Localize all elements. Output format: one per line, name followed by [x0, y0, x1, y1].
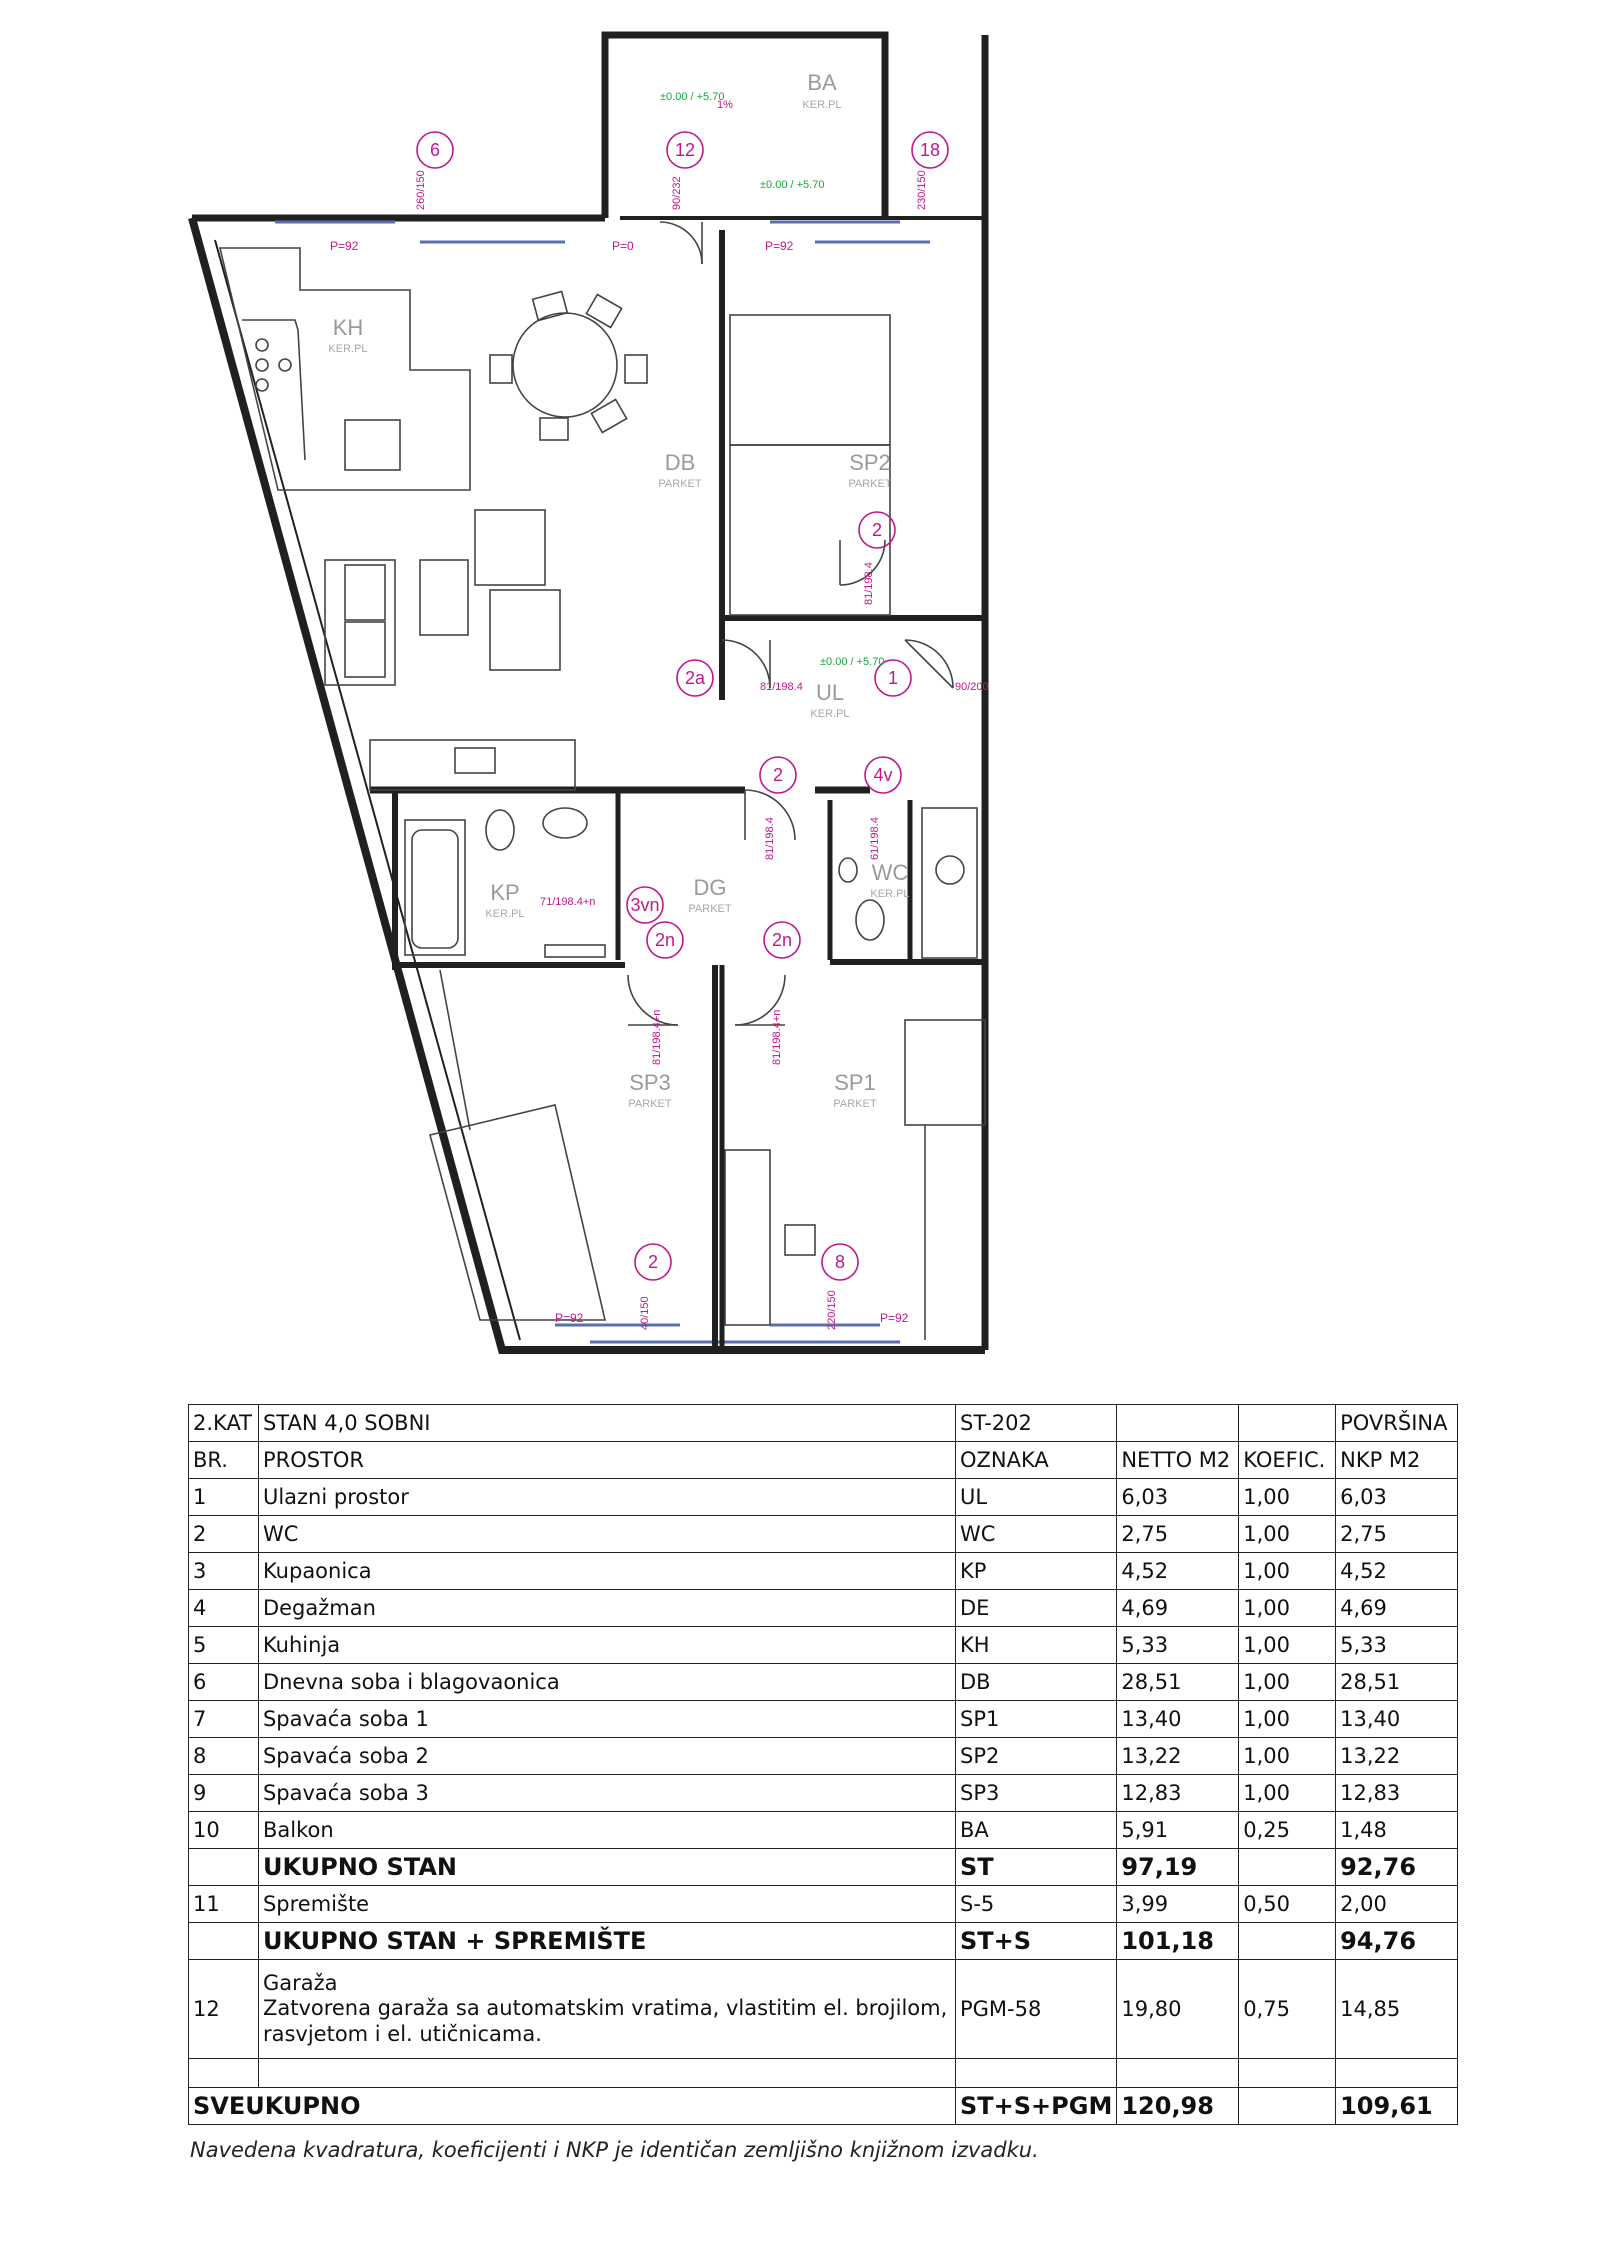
cell: ST+S	[956, 1923, 1117, 1960]
door-swings	[628, 222, 953, 1025]
cell: 10	[189, 1812, 259, 1849]
cell: 97,19	[1117, 1849, 1239, 1886]
table-row	[189, 1812, 1458, 1849]
cell: 12	[189, 1960, 259, 2059]
cell: 28,51	[1117, 1664, 1239, 1701]
spacer-row	[189, 2059, 1458, 2088]
cell: 1,00	[1239, 1516, 1336, 1553]
garage-description-cell	[258, 1960, 955, 2059]
total-stan-storage-row	[189, 1923, 1458, 1960]
cell: DE	[956, 1590, 1117, 1627]
cell: 13,22	[1336, 1738, 1458, 1775]
level-marker: ±0.00 / +5.70	[820, 656, 885, 668]
dimension: 71/198.4+n	[540, 896, 596, 908]
dimension: 90/200	[955, 681, 989, 693]
cell: ST+S+PGM	[956, 2088, 1117, 2125]
cell: WC	[956, 1516, 1117, 1553]
cell: Ulazni prostor	[258, 1479, 955, 1516]
cell: Spremište	[258, 1886, 955, 1923]
dimension: 90/232	[671, 176, 683, 210]
dimension: 260/150	[415, 170, 427, 210]
cell: 12,83	[1117, 1775, 1239, 1812]
cell: 3	[189, 1553, 259, 1590]
cell: 1,00	[1239, 1701, 1336, 1738]
cell: 2	[189, 1516, 259, 1553]
cell: 0,75	[1239, 1960, 1336, 2059]
parapet: P=92	[555, 1311, 584, 1325]
cell: 1,00	[1239, 1590, 1336, 1627]
column-header: PROSTOR	[258, 1442, 955, 1479]
room-finish-kp: KER.PL	[485, 908, 525, 920]
marker: 2n	[654, 930, 676, 950]
column-header: NKP M2	[1336, 1442, 1458, 1479]
cell: 9	[189, 1775, 259, 1812]
room-label-ul: UL	[815, 680, 845, 705]
cell: Spavaća soba 1	[258, 1701, 955, 1738]
column-header: OZNAKA	[956, 1442, 1117, 1479]
marker: 2	[647, 1252, 659, 1272]
floor-plan	[180, 30, 1010, 1400]
room-label-sp3: SP3	[629, 1070, 671, 1095]
dimension: 81/198.4+n	[771, 1009, 783, 1065]
floor-cell: 2.KAT	[189, 1405, 259, 1442]
cell: 11	[189, 1886, 259, 1923]
cell: 6	[189, 1664, 259, 1701]
cell: 14,85	[1336, 1960, 1458, 2059]
dimension: 220/150	[826, 1290, 838, 1330]
cell: 1,00	[1239, 1627, 1336, 1664]
marker: 4v	[873, 765, 893, 785]
room-finish-ba: KER.PL	[802, 99, 842, 111]
area-table	[188, 1404, 1458, 2125]
cell: 1,00	[1239, 1553, 1336, 1590]
table-row	[189, 1553, 1458, 1590]
level-markers	[660, 91, 884, 668]
room-finish-sp2: PARKET	[848, 478, 892, 490]
marker: 2	[871, 520, 883, 540]
apartment-type-cell: STAN 4,0 SOBNI	[258, 1405, 955, 1442]
garage-row	[189, 1960, 1458, 2059]
table-row	[189, 1775, 1458, 1812]
cell: SVEUKUPNO	[189, 2088, 956, 2125]
cell: 13,40	[1117, 1701, 1239, 1738]
garage-title: Garaža	[262, 1971, 338, 1996]
cell: Dnevna soba i blagovaonica	[258, 1664, 955, 1701]
empty-cell	[1117, 1405, 1239, 1442]
level-marker: ±0.00 / +5.70	[760, 179, 825, 191]
room-finish-sp1: PARKET	[833, 1098, 877, 1110]
dimension: 61/198.4	[869, 817, 881, 860]
cell	[1239, 2088, 1336, 2125]
cell: 8	[189, 1738, 259, 1775]
cell: 1,48	[1336, 1812, 1458, 1849]
cell: 6,03	[1117, 1479, 1239, 1516]
grand-total-row	[189, 2088, 1458, 2125]
marker: 12	[674, 140, 696, 160]
parapet: P=92	[765, 239, 794, 253]
cell: KH	[956, 1627, 1117, 1664]
footnote: Navedena kvadratura, koeficijenti i NKP je identičan zemljišno knjižnom izvadku.	[190, 2138, 1039, 2162]
cell: UKUPNO STAN	[258, 1849, 955, 1886]
dimension: 81/198.4+n	[651, 1009, 663, 1065]
room-finish-wc: KER.PL	[870, 888, 910, 900]
cell: 5	[189, 1627, 259, 1664]
room-label-ba: BA	[807, 70, 837, 95]
cell: 12,83	[1336, 1775, 1458, 1812]
cell: 13,22	[1117, 1738, 1239, 1775]
marker: 8	[834, 1252, 846, 1272]
marker: 3vn	[630, 895, 660, 915]
cell	[1239, 1849, 1336, 1886]
cell: 19,80	[1117, 1960, 1239, 2059]
cell: 4	[189, 1590, 259, 1627]
cell: UL	[956, 1479, 1117, 1516]
garage-description: Zatvorena garaža sa automatskim vratima, vlastitim el. brojilom, rasvjetom i el. utičnicama.	[262, 1996, 948, 2046]
cell: Spavaća soba 3	[258, 1775, 955, 1812]
cell: 2,75	[1117, 1516, 1239, 1553]
cell: 0,50	[1239, 1886, 1336, 1923]
room-finish-dg: PARKET	[688, 903, 732, 915]
cell: 101,18	[1117, 1923, 1239, 1960]
windows	[275, 222, 930, 1342]
cell: 5,33	[1117, 1627, 1239, 1664]
exterior-walls	[192, 35, 985, 1350]
marker: 2	[772, 765, 784, 785]
cell: 5,33	[1336, 1627, 1458, 1664]
room-finish-db: PARKET	[658, 478, 702, 490]
cell: 7	[189, 1701, 259, 1738]
cell	[189, 1849, 259, 1886]
cell: SP3	[956, 1775, 1117, 1812]
marker: 18	[919, 140, 941, 160]
marker: 1	[887, 668, 899, 688]
cell: 4,69	[1336, 1590, 1458, 1627]
bed-sp3	[430, 970, 605, 1320]
cell: 94,76	[1336, 1923, 1458, 1960]
column-header: BR.	[189, 1442, 259, 1479]
cell: Kuhinja	[258, 1627, 955, 1664]
cell: 2,00	[1336, 1886, 1458, 1923]
table-row	[189, 1738, 1458, 1775]
desk-sp1	[725, 1020, 985, 1340]
column-header: KOEFIC.	[1239, 1442, 1336, 1479]
slope-label: 1%	[717, 99, 733, 111]
dimension: 230/150	[916, 170, 928, 210]
total-stan-row	[189, 1849, 1458, 1886]
cell: 4,52	[1117, 1553, 1239, 1590]
cell: Kupaonica	[258, 1553, 955, 1590]
parapet: P=0	[612, 239, 634, 253]
room-label-db: DB	[664, 450, 696, 475]
cell: 13,40	[1336, 1701, 1458, 1738]
cell: Balkon	[258, 1812, 955, 1849]
cell: 28,51	[1336, 1664, 1458, 1701]
area-header-cell: POVRŠINA	[1336, 1405, 1458, 1442]
cell: 5,91	[1117, 1812, 1239, 1849]
marker: 2a	[684, 668, 706, 688]
table-row	[189, 1664, 1458, 1701]
dimension: 81/198.4	[863, 562, 875, 605]
parapet: P=92	[330, 239, 359, 253]
table-column-header-row	[189, 1442, 1458, 1479]
cell: 1,00	[1239, 1738, 1336, 1775]
cell: UKUPNO STAN + SPREMIŠTE	[258, 1923, 955, 1960]
cell: KP	[956, 1553, 1117, 1590]
parapet: P=92	[880, 1311, 909, 1325]
cell: 4,69	[1117, 1590, 1239, 1627]
cell: 1,00	[1239, 1664, 1336, 1701]
column-header: NETTO M2	[1117, 1442, 1239, 1479]
cell: 4,52	[1336, 1553, 1458, 1590]
cell: SP1	[956, 1701, 1117, 1738]
cell: BA	[956, 1812, 1117, 1849]
cell: 92,76	[1336, 1849, 1458, 1886]
cell: DB	[956, 1664, 1117, 1701]
cell: Degažman	[258, 1590, 955, 1627]
marker: 6	[429, 140, 441, 160]
room-label-wc: WC	[871, 860, 909, 885]
cell: PGM-58	[956, 1960, 1117, 2059]
cell: ST	[956, 1849, 1117, 1886]
table-row	[189, 1516, 1458, 1553]
cell: WC	[258, 1516, 955, 1553]
cell: Spavaća soba 2	[258, 1738, 955, 1775]
room-finish-kh: KER.PL	[328, 343, 368, 355]
opening-dimensions	[415, 170, 989, 1330]
table-row	[189, 1590, 1458, 1627]
cell: 2,75	[1336, 1516, 1458, 1553]
cell: S-5	[956, 1886, 1117, 1923]
room-label-sp2: SP2	[849, 450, 891, 475]
empty-cell	[1239, 1405, 1336, 1442]
dimension: 40/150	[639, 1296, 651, 1330]
room-label-dg: DG	[693, 875, 727, 900]
dimension: 81/198.4	[764, 817, 776, 860]
dining-table	[490, 291, 647, 440]
cell: 1,00	[1239, 1775, 1336, 1812]
cell: 1	[189, 1479, 259, 1516]
table-header-row	[189, 1405, 1458, 1442]
room-label-kh: KH	[332, 315, 364, 340]
room-label-kp: KP	[490, 880, 520, 905]
room-label-sp1: SP1	[834, 1070, 876, 1095]
table-row	[189, 1479, 1458, 1516]
storage-row	[189, 1886, 1458, 1923]
cell: 0,25	[1239, 1812, 1336, 1849]
table-row	[189, 1701, 1458, 1738]
cell: 1,00	[1239, 1479, 1336, 1516]
cell: 109,61	[1336, 2088, 1458, 2125]
table-row	[189, 1627, 1458, 1664]
cell: 6,03	[1336, 1479, 1458, 1516]
parapet-labels	[330, 239, 909, 1325]
cell: SP2	[956, 1738, 1117, 1775]
apartment-code-cell: ST-202	[956, 1405, 1117, 1442]
room-finish-ul: KER.PL	[810, 708, 850, 720]
dimension: 81/198.4	[760, 681, 803, 693]
cell	[189, 1923, 259, 1960]
room-finish-sp3: PARKET	[628, 1098, 672, 1110]
living-furniture	[325, 510, 575, 790]
cell: 120,98	[1117, 2088, 1239, 2125]
cell	[1239, 1923, 1336, 1960]
cell: 3,99	[1117, 1886, 1239, 1923]
marker: 2n	[771, 930, 793, 950]
level-marker: ±0.00 / +5.70	[660, 91, 725, 103]
